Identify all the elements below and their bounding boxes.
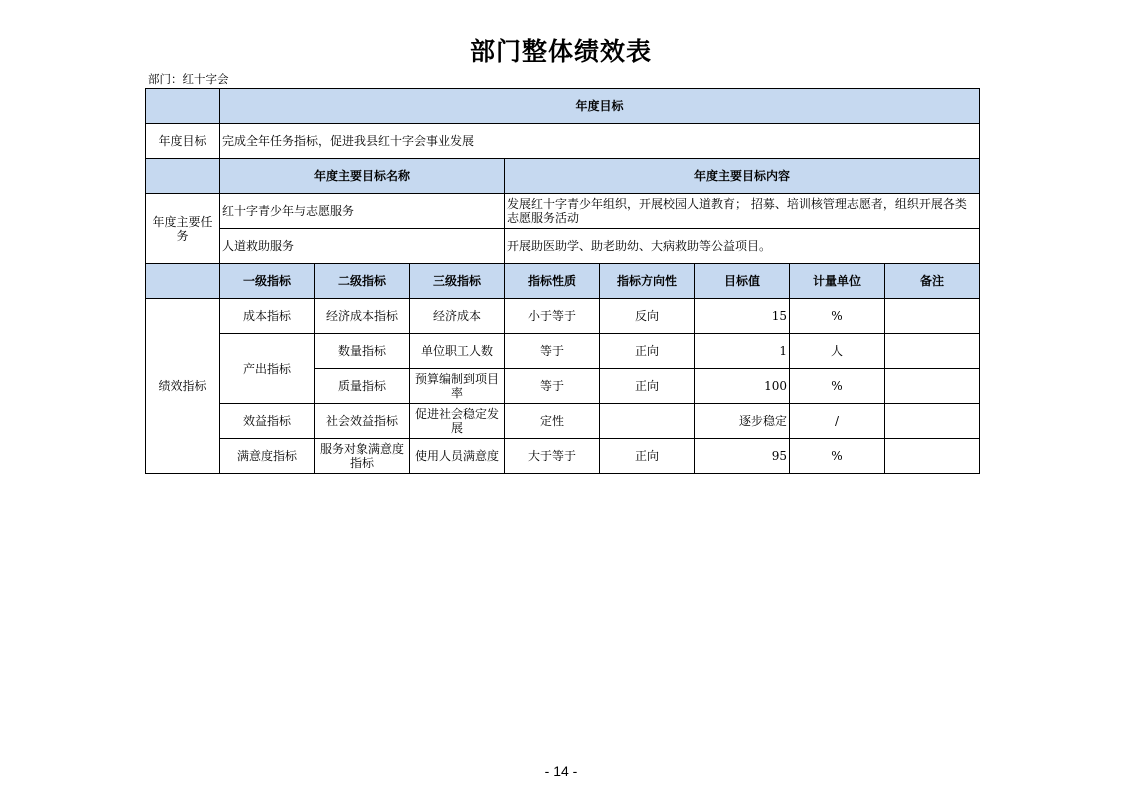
target-cell: 逐步稳定 <box>695 404 790 439</box>
page-title: 部门整体绩效表 <box>469 37 652 66</box>
level2-cell: 数量指标 <box>315 334 410 369</box>
level1-satisfaction: 满意度指标 <box>220 439 315 474</box>
annual-goal-text: 完成全年任务指标，促进我县红十字会事业发展 <box>220 124 980 159</box>
target-cell: 100 <box>695 369 790 404</box>
page-number: - 14 - <box>544 763 578 779</box>
note-cell <box>885 334 980 369</box>
level1-output: 产出指标 <box>220 334 315 404</box>
indicator-header-row <box>146 264 980 299</box>
col-header-unit: 计量单位 <box>790 264 885 299</box>
note-cell <box>885 404 980 439</box>
level3-cell: 单位职工人数 <box>410 334 505 369</box>
annual-goal-row <box>146 124 980 159</box>
task-content-header: 年度主要目标内容 <box>505 159 980 194</box>
col-header-target: 目标值 <box>695 264 790 299</box>
col-header-note: 备注 <box>885 264 980 299</box>
task-corner-cell <box>146 159 220 194</box>
direction-cell <box>600 404 695 439</box>
level2-cell: 服务对象满意度指标 <box>315 439 410 474</box>
nature-cell: 等于 <box>505 369 600 404</box>
col-header-nature: 指标性质 <box>505 264 600 299</box>
task-content: 开展助医助学、助老助幼、大病救助等公益项目。 <box>505 229 980 264</box>
level3-cell: 预算编制到项目率 <box>410 369 505 404</box>
task-name-header: 年度主要目标名称 <box>220 159 505 194</box>
performance-table <box>145 88 980 474</box>
unit-cell: 人 <box>790 334 885 369</box>
level3-cell: 经济成本 <box>410 299 505 334</box>
task-header-row <box>146 159 980 194</box>
department-label: 部门：红十字会 <box>148 72 229 86</box>
col-header-level3: 三级指标 <box>410 264 505 299</box>
unit-cell: % <box>790 299 885 334</box>
nature-cell: 小于等于 <box>505 299 600 334</box>
task-name: 人道救助服务 <box>220 229 505 264</box>
indicator-row <box>146 299 980 334</box>
target-cell: 15 <box>695 299 790 334</box>
unit-cell: / <box>790 404 885 439</box>
task-name: 红十字青少年与志愿服务 <box>220 194 505 229</box>
task-label: 年度主要任务 <box>146 194 220 264</box>
corner-cell <box>146 89 220 124</box>
performance-label: 绩效指标 <box>146 299 220 474</box>
indicator-row <box>146 404 980 439</box>
col-header-level1: 一级指标 <box>220 264 315 299</box>
annual-goal-header-row <box>146 89 980 124</box>
target-cell: 95 <box>695 439 790 474</box>
direction-cell: 正向 <box>600 439 695 474</box>
level1-benefit: 效益指标 <box>220 404 315 439</box>
indicator-row <box>146 334 980 369</box>
level3-cell: 使用人员满意度 <box>410 439 505 474</box>
level2-cell: 经济成本指标 <box>315 299 410 334</box>
task-content: 发展红十字青少年组织，开展校园人道教育； 招募、培训核管理志愿者，组织开展各类志愿服务活动 <box>505 194 980 229</box>
indicator-corner-cell <box>146 264 220 299</box>
indicator-row <box>146 439 980 474</box>
nature-cell: 等于 <box>505 334 600 369</box>
level2-cell: 质量指标 <box>315 369 410 404</box>
level2-cell: 社会效益指标 <box>315 404 410 439</box>
annual-goal-label: 年度目标 <box>146 124 220 159</box>
nature-cell: 大于等于 <box>505 439 600 474</box>
unit-cell: % <box>790 439 885 474</box>
task-row <box>146 229 980 264</box>
note-cell <box>885 439 980 474</box>
level1-cost: 成本指标 <box>220 299 315 334</box>
target-cell: 1 <box>695 334 790 369</box>
note-cell <box>885 369 980 404</box>
col-header-level2: 二级指标 <box>315 264 410 299</box>
annual-goal-header: 年度目标 <box>220 89 980 124</box>
direction-cell: 正向 <box>600 334 695 369</box>
nature-cell: 定性 <box>505 404 600 439</box>
level3-cell: 促进社会稳定发展 <box>410 404 505 439</box>
direction-cell: 反向 <box>600 299 695 334</box>
note-cell <box>885 299 980 334</box>
direction-cell: 正向 <box>600 369 695 404</box>
unit-cell: % <box>790 369 885 404</box>
task-row <box>146 194 980 229</box>
col-header-direction: 指标方向性 <box>600 264 695 299</box>
